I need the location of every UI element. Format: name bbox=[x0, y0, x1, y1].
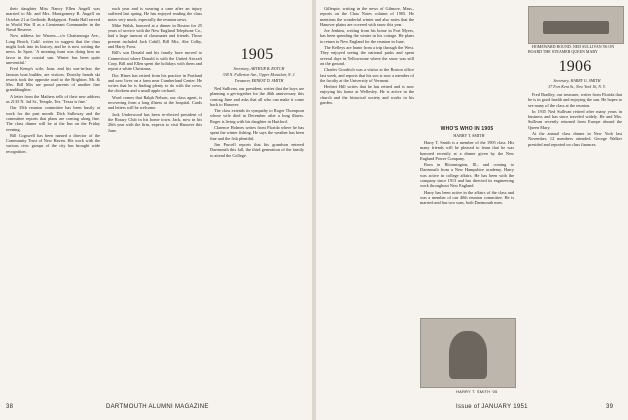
address-line-1906: 37 Fort Kent St., New York 16, N. Y. bbox=[548, 84, 606, 89]
treasurer-line: Treasurer, ERNEST D. SMITH bbox=[234, 78, 284, 83]
whos-who-heading: WHO'S WHO IN 1905 bbox=[440, 126, 494, 132]
right-footer-title: Issue of JANUARY 1951 bbox=[456, 404, 528, 410]
right-column-3-body bbox=[528, 92, 622, 147]
paragraph: At the annual class dinner in New York last November, 12 members attended. George Walker presided and reported on class finances. bbox=[528, 131, 622, 147]
paragraph: A letter from the Mathers tells of their new address as 2135 N. 3rd St., Temple, Tex. 'Texas is fine.' bbox=[6, 93, 100, 105]
paragraph: In 1935 Ned Sullivan retired after many years in business and has since traveled widely. He and Mrs. Sullivan recently returned from Europe aboard the Queen Mary. bbox=[528, 108, 622, 130]
paragraph: Fred Kemp's wife, Joan, and his son-in-law, the famous boat builder, are visitors. Dorothy hearth ski resorts took the opposite road to the Brighton. Mr. & Mrs. Bill Mix are proud parents of another fine granddaughter. bbox=[6, 66, 100, 93]
left-page-number: 38 bbox=[6, 404, 14, 410]
steamer-caption: HOMEWARD BOUND: NED SULLIVAN '06 ON BOARD THE STEAMER QUEEN MARY bbox=[528, 44, 615, 54]
paragraph: Our 35th reunion committee has been busily at work for the past month. Dick Sulloway and the committee reports that plans are coming along fine. The class dinner will be at the Inn on the Friday evening. bbox=[6, 105, 100, 132]
paragraph: each year and is wearing a cane after an injury suffered last spring. He has enjoyed reading the class notes very much, especially the reunion news. bbox=[108, 6, 202, 22]
portrait-caption: HARRY T. SMITH '05 bbox=[456, 389, 498, 394]
right-column-3 bbox=[528, 44, 622, 398]
paragraph: Mike Walsh, honored at a dinner in Boston for 25 years of service with the New England Telephone Co., had a large turnout of classmates and friends. Those present included Jack Cahill, Bill Mix, Abe Colby, and Harry Frost. bbox=[108, 22, 202, 50]
whos-who-subhead: HARRY T. SMITH bbox=[453, 133, 485, 138]
paragraph: Jack Underwood has been re-elected president of the Rotary Club in his home town. Jack, now in his 26th year with the firm, expects to visit Hanover this June. bbox=[108, 111, 202, 133]
left-page bbox=[0, 0, 312, 420]
paragraph: Word comes that Ralph Nelson, our class agent, is recovering from a long illness at the hospital. Cards and letters will be welcome. bbox=[108, 94, 202, 111]
right-column-1 bbox=[320, 6, 414, 398]
paragraph: their daughter Miss Nancy Ellen Angell was married to Mr. and Mrs. Montgomery R. Angell on October 21 at Gerlinde, Bridgeport. Fonda Hall served in World War II as a Lieutenant Commander in the Naval Reserve. bbox=[6, 6, 100, 33]
paragraph: Jim Purcell reports that his grandson entered Dartmouth this fall, the third generation of the family to attend the College. bbox=[210, 141, 304, 158]
right-page-number: 39 bbox=[606, 404, 614, 410]
left-column-3 bbox=[210, 6, 304, 398]
paragraph: Gillespie, writing in the news of Gilmore, Mass., reports on the Class Notes column of 1905. He mentions the wonderful winter and also notes that the Hanover plains are covered with snow this year. bbox=[320, 6, 414, 27]
paragraph: Herbert Hill writes that he has retired and is now enjoying his home at Wellesley. He is active in the church and the historical society and works in his garden. bbox=[320, 84, 414, 106]
paragraph: Harry T. Smith is a member of the 1905 class. His many friends will be pleased to learn that he was honored recently at a dinner given by the New England Power Company. bbox=[420, 140, 514, 161]
whos-who-body bbox=[420, 140, 514, 206]
steamer-photo bbox=[528, 6, 624, 44]
secretary-line: Secretary, ARTHUR B. ROTCH bbox=[233, 66, 285, 71]
left-column-2 bbox=[108, 6, 202, 398]
left-column-3-body bbox=[210, 86, 304, 158]
portrait-photo bbox=[420, 318, 516, 388]
left-footer-title: DARTMOUTH ALUMNI MAGAZINE bbox=[106, 404, 209, 410]
paragraph: Harry has been active in the affairs of the class and was a member of our 40th reunion committee. He is married and has two sons, both Dartmouth men. bbox=[420, 189, 514, 206]
paragraph: Joe Jenkins, writing from his home in Fort Myers, has been spending the winter in his cottage. He plans to return to New England for the reunion in June. bbox=[320, 28, 414, 44]
left-column-1 bbox=[6, 6, 100, 398]
paragraph: The class extends its sympathy to Roger Thompson whose wife died in December after a long illness. Roger is living with his daughter in Hartford. bbox=[210, 108, 304, 124]
paragraph: Clarence Holmes writes from Florida where he has spent the winter fishing. He says the weather has been fine and the fish plentiful. bbox=[210, 125, 304, 141]
address-line: 338 N. Fullerton Ave., Upper Montclair, N. J. bbox=[222, 72, 296, 77]
paragraph: Fred Bradley, our treasurer, writes from Florida that he is in good health and enjoying the sun. He hopes to see many of the class at the reunion. bbox=[528, 92, 622, 108]
class-year-heading: 1905 bbox=[240, 46, 274, 63]
right-page bbox=[316, 0, 628, 420]
paragraph: Bill's son Donald and his family have moved to Connecticut where Donald is with the United Aircraft Corp. Bill and Ellen spent the holidays with them and report a white Christmas. bbox=[108, 50, 202, 72]
paragraph: Ned Sullivan, our president, writes that the boys are planning a get-together for the 46th anniversary this coming June and asks that all who can make it come back to Hanover. bbox=[210, 86, 304, 107]
paragraph: Born in Bloomington, Ill., and coming to Dartmouth from a New Hampshire academy, Harry was active in college affairs. He has been with the company since 1913 and has directed its engineering work throughout New England. bbox=[420, 162, 514, 189]
paragraph: Bill Cogswell has been named a director of the Community Trust of New Haven. His work with the various civic groups of the city has brought wide recognition. bbox=[6, 132, 100, 154]
paragraph: Now address for Warren—c/o Chattanooga Ave., Long Beach, Calif. writes to suggest that the class might look into its history, and he is now writing the news. In Sport. 'A morning hunt was doing him no favor in the coastal sun. Winter has been quite uneventful.' bbox=[6, 33, 100, 65]
paragraph: Charles Goodrich was a visitor at the Boston office last week, and reports that his son is now a member of the faculty at the University of Vermont. bbox=[320, 67, 414, 83]
paragraph: Doc Hines has retired from his practice in Portland and now lives on a farm near Cumberland Center. He writes that he is finding plenty to do with the cows, the chickens and a small apple orchard. bbox=[108, 72, 202, 94]
class-year-heading-1906: 1906 bbox=[558, 58, 592, 75]
paragraph: The Kelleys are home from a trip through the West. They enjoyed seeing the national parks and spent several days in Yellowstone where the snow was still on the ground. bbox=[320, 45, 414, 66]
secretary-line-1906: Secretary, HARRY G. SMITH bbox=[553, 78, 601, 83]
